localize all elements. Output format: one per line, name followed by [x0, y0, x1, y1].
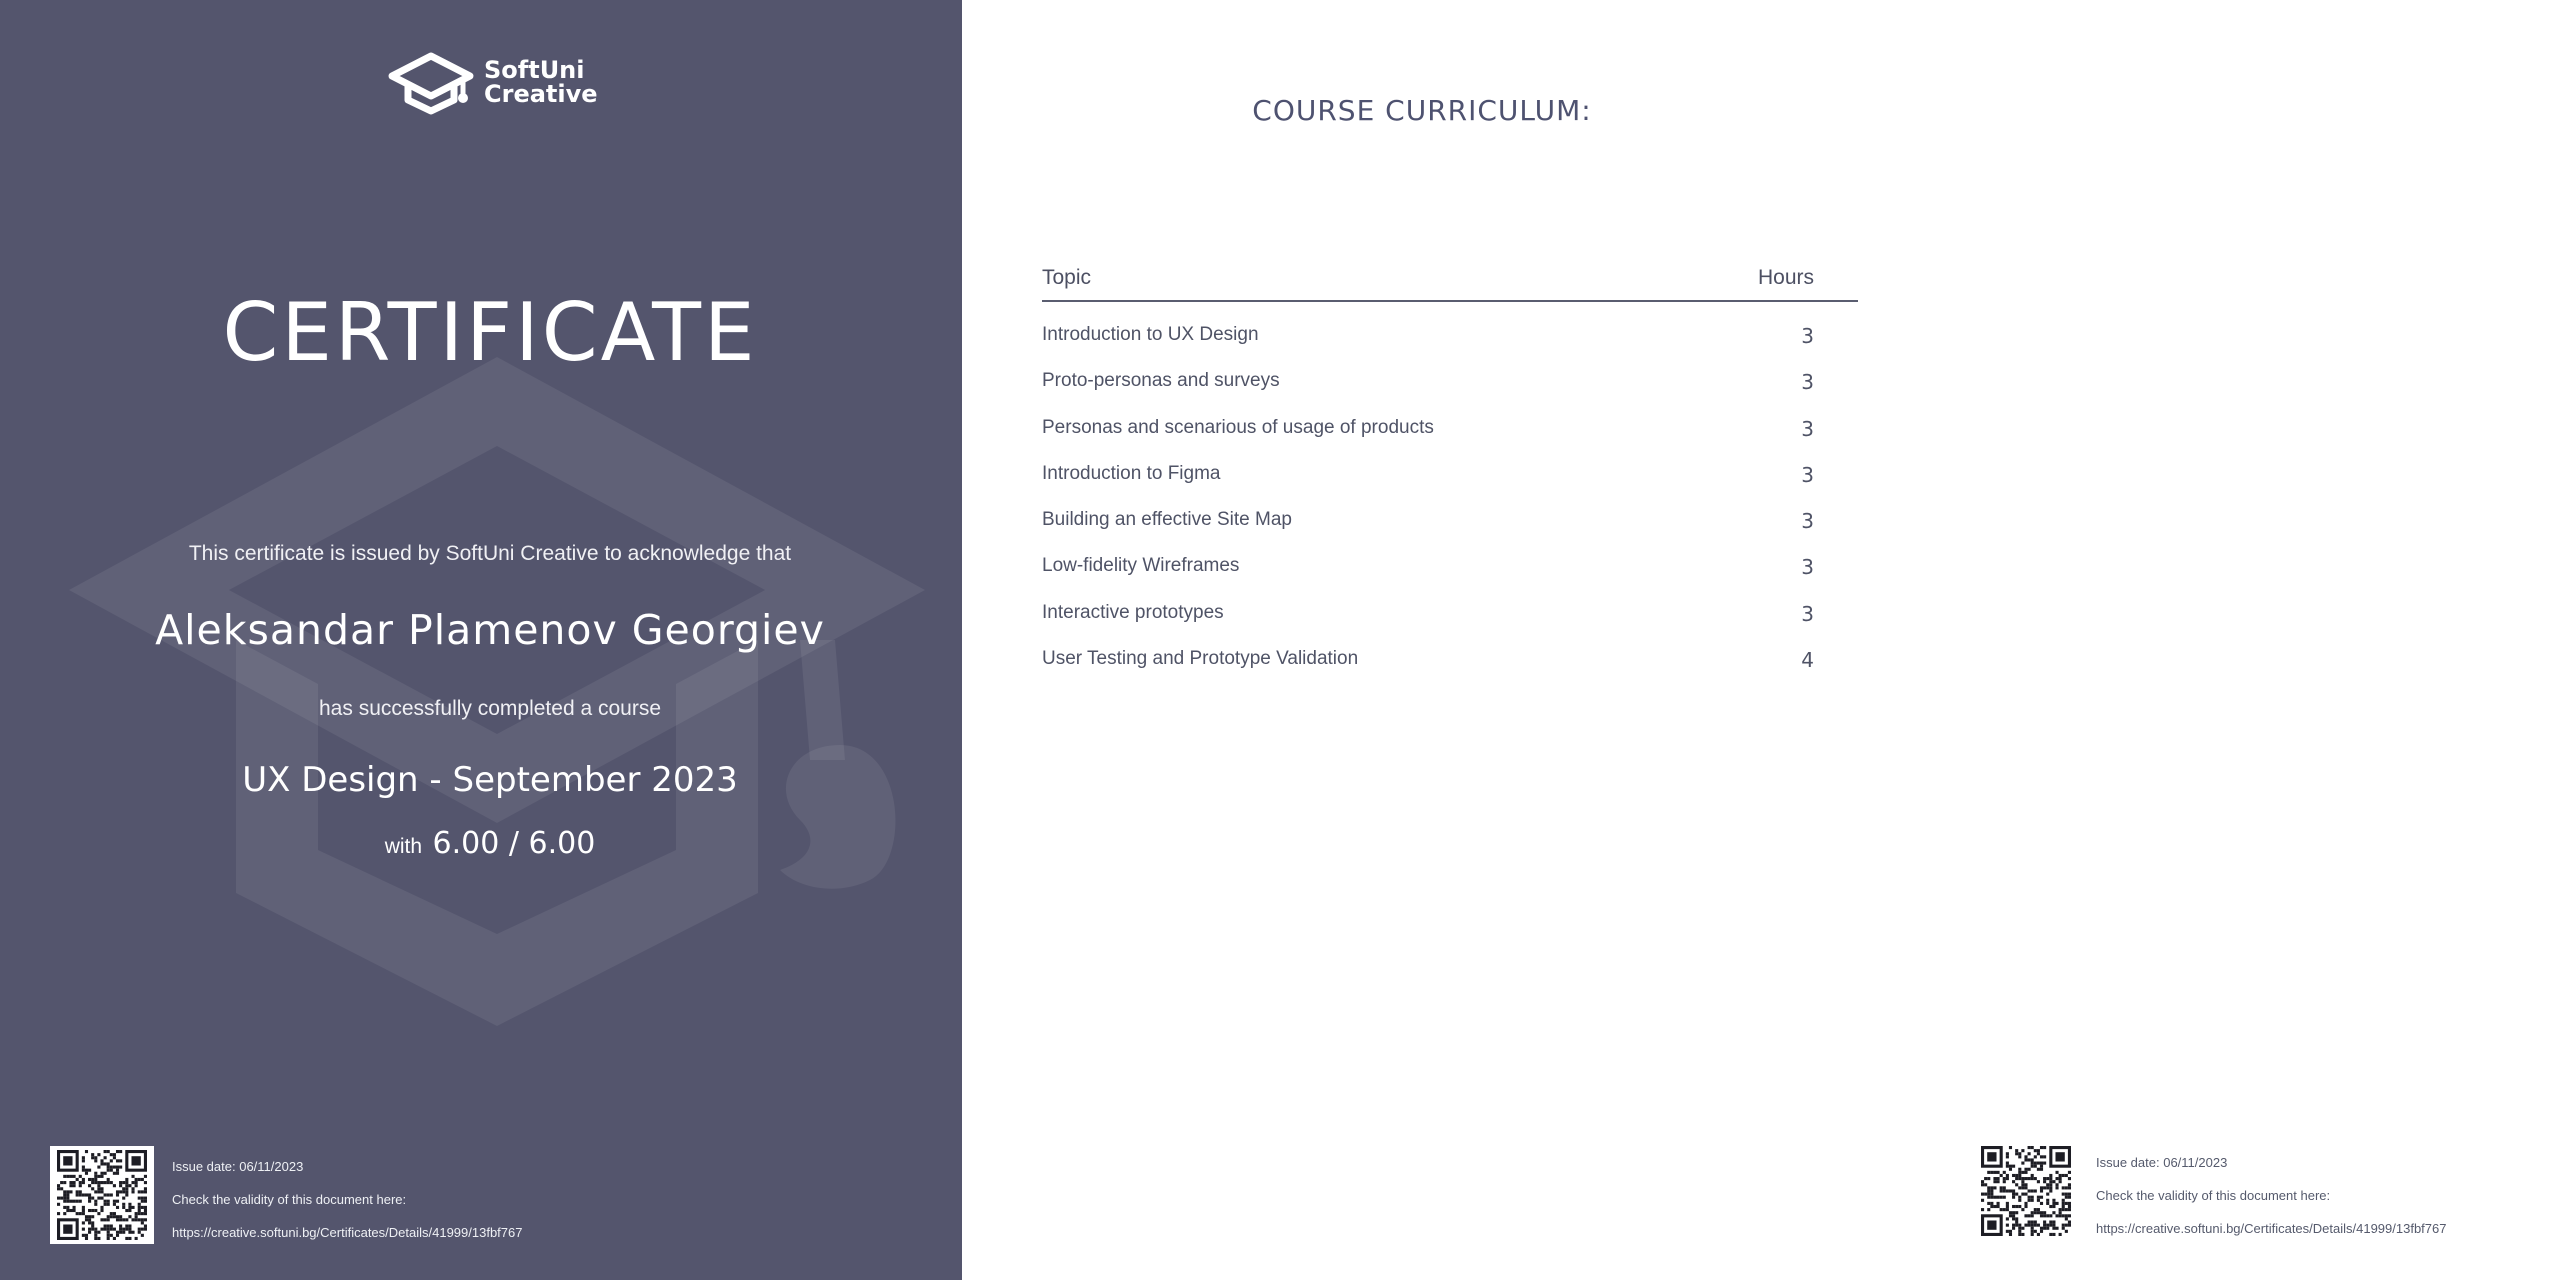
row-hours: 3 — [1801, 462, 1814, 487]
table-row — [1042, 580, 1858, 626]
curriculum-table — [1042, 262, 1858, 672]
table-row — [1042, 626, 1858, 672]
issue-date: Issue date: 06/11/2023 — [172, 1159, 304, 1174]
column-header-hours: Hours — [1757, 266, 1814, 289]
table-row — [1042, 441, 1858, 487]
issued-statement: This certificate is issued by SoftUni Creative to acknowledge that — [188, 542, 792, 565]
row-hours: 4 — [1801, 648, 1814, 673]
qr-code-icon[interactable] — [54, 1150, 150, 1240]
curriculum-title: COURSE CURRICULUM: — [1252, 94, 1592, 127]
qr-code-icon[interactable] — [1978, 1146, 2074, 1236]
row-topic: Personas and scenarious of usage of products — [1042, 416, 1434, 438]
row-topic: User Testing and Prototype Validation — [1042, 648, 1359, 670]
logo-line-1: SoftUni — [484, 56, 585, 84]
row-topic: Interactive prototypes — [1042, 601, 1224, 623]
row-hours: 3 — [1801, 555, 1814, 580]
row-topic: Introduction to Figma — [1042, 462, 1221, 484]
validity-text: Check the validity of this document here: — [2096, 1188, 2331, 1203]
completion-statement: has successfully completed a course — [319, 697, 661, 720]
validity-link[interactable]: https://creative.softuni.bg/Certificates/Details/41999/13fbf767 — [2096, 1221, 2447, 1236]
row-hours: 3 — [1801, 601, 1814, 626]
curriculum-panel — [962, 0, 2447, 1280]
row-topic: Proto-personas and surveys — [1042, 370, 1280, 392]
graduation-cap-icon — [390, 50, 472, 114]
row-hours: 3 — [1801, 370, 1814, 395]
grade-prefix: with — [384, 835, 423, 858]
row-topic: Building an effective Site Map — [1042, 509, 1292, 531]
column-header-topic: Topic — [1042, 266, 1092, 289]
row-hours: 3 — [1801, 509, 1814, 534]
validity-link[interactable]: https://creative.softuni.bg/Certificates/Details/41999/13fbf767 — [172, 1225, 523, 1240]
logo-line-2: Creative — [484, 80, 598, 108]
table-row — [1042, 302, 1858, 348]
row-topic: Introduction to UX Design — [1042, 324, 1259, 345]
grade-value: 6.00 / 6.00 — [432, 826, 596, 861]
course-name: UX Design - September 2023 — [242, 760, 738, 800]
grade — [0, 826, 980, 861]
recipient-name: Aleksandar Plamenov Georgiev — [155, 606, 825, 654]
table-header — [1042, 262, 1858, 302]
issue-date: Issue date: 06/11/2023 — [2096, 1155, 2228, 1170]
row-topic: Low-fidelity Wireframes — [1042, 555, 1240, 577]
table-row — [1042, 395, 1858, 441]
table-row — [1042, 533, 1858, 579]
row-hours: 3 — [1801, 324, 1814, 348]
row-hours: 3 — [1801, 416, 1814, 441]
certificate-title: CERTIFICATE — [222, 286, 758, 379]
softuni-creative-logo — [390, 50, 598, 114]
table-row — [1042, 487, 1858, 533]
validity-text: Check the validity of this document here: — [172, 1192, 407, 1207]
certificate-panel — [0, 0, 962, 1280]
table-row — [1042, 348, 1858, 394]
